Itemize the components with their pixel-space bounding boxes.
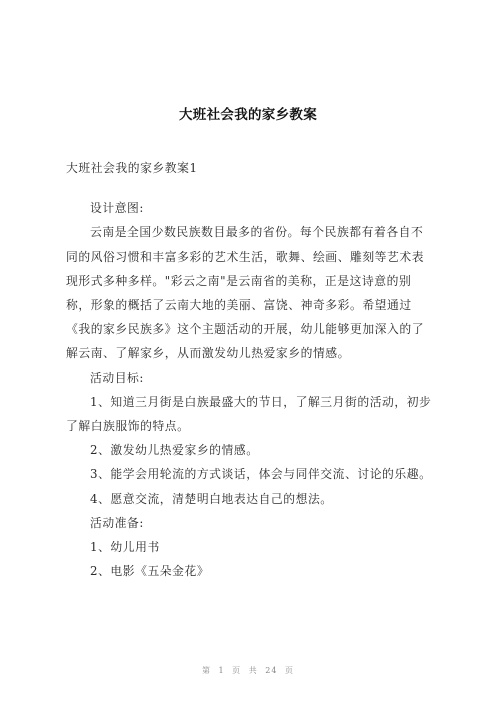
paragraph-goal-2: 2、激发幼儿热爱家乡的情感。: [90, 443, 259, 458]
document-body: [66, 156, 432, 583]
paragraph-preparation-2: 2、电影《五朵金花》: [90, 564, 210, 579]
paragraph-preparation-1: 1、幼儿用书: [90, 540, 160, 555]
document-subtitle: 大班社会我的家乡教案1: [66, 161, 198, 175]
paragraph-goal-4: 4、愿意交流，清楚明白地表达自己的想法。: [90, 491, 333, 506]
document-title: 大班社会我的家乡教案: [179, 107, 317, 123]
paragraph-preparation-heading: 活动准备:: [90, 515, 144, 530]
paragraph-design-intent-heading: 设计意图:: [90, 201, 144, 216]
paragraph-goals-heading: 活动目标:: [90, 370, 144, 385]
page-number-footer: 第 1 页 共 24 页: [202, 666, 294, 675]
paragraph-goal-1: 1、知道三月街是白族最盛大的节日，了解三月街的活动，初步了解白族服饰的特点。: [66, 394, 432, 434]
paragraph-goal-3: 3、能学会用轮流的方式谈话，体会与同伴交流、讨论的乐趣。: [90, 467, 432, 482]
paragraph-design-intent-body: 云南是全国少数民族数目最多的省份。每个民族都有着各自不同的风俗习惯和丰富多彩的艺术生活，歌舞、绘画、雕刻等艺术表现形式多种多样。"彩云之南"是云南省的美称，正是这诗意的别称，形象的概括了云南大地的美丽、富饶、神奇多彩。希望通过《我的家乡民族多》这个主题活动的开展，幼儿能够更加深入的了解云南、了解家乡，从而激发幼儿热爱家乡的情感。: [66, 225, 425, 361]
